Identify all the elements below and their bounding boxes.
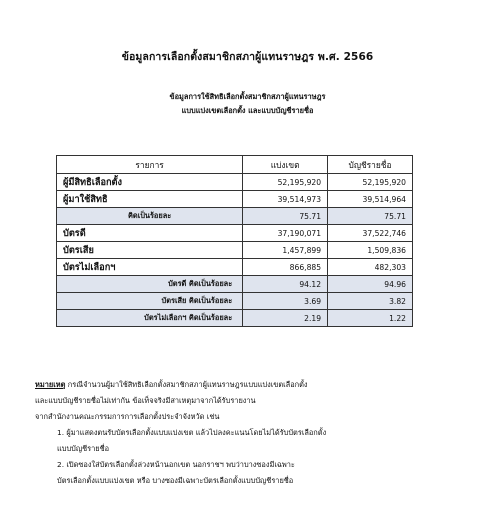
table-row [57,259,413,276]
row-district-value: 39,514,973 [243,191,328,208]
election-results-table [56,155,413,327]
row-district-value: 37,190,071 [243,225,328,242]
notes-line: และแบบบัญชีรายชื่อไม่เท่ากัน ข้อเท็จจริงมีสาเหตุมาจากได้รับรายงาน [35,396,256,405]
table-row [57,174,413,191]
row-district-value: 3.69 [243,293,328,310]
header-district: แบ่งเขต [243,156,328,174]
table-row [57,242,413,259]
table-header-row [57,156,413,174]
row-party-list-value: 482,303 [328,259,413,276]
row-district-value: 75.71 [243,208,328,225]
notes-label: หมายเหตุ [35,380,66,389]
row-label: บัตรเสีย คิดเป็นร้อยละ [57,293,243,310]
notes-first-line [35,377,475,393]
row-label: บัตรดี [57,225,243,242]
row-party-list-value: 1.22 [328,310,413,327]
row-label: บัตรไม่เลือกฯ [57,259,243,276]
notes-line: จากสำนักงานคณะกรรมการการเลือกตั้งประจำจังหวัด เช่น [35,412,220,421]
row-party-list-value: 37,522,746 [328,225,413,242]
table-row [57,310,413,327]
notes-item-1: 1. ผู้มาแสดงตนรับบัตรเลือกตั้งแบบแบ่งเขต แล้วไปลงคะแนนโดยไม่ได้รับบัตรเลือกตั้ง [57,428,327,437]
row-district-value: 866,885 [243,259,328,276]
row-label: คิดเป็นร้อยละ [57,208,243,225]
top-bar [0,0,495,14]
subtitle-line-1: ข้อมูลการใช้สิทธิเลือกตั้งสมาชิกสภาผู้แทนราษฎร [169,92,326,101]
header-item: รายการ [57,156,243,174]
table-row [57,191,413,208]
notes-item-2-cont: บัตรเลือกตั้งแบบแบ่งเขต หรือ บางซองมีเฉพาะบัตรเลือกตั้งแบบบัญชีรายชื่อ [57,476,294,485]
row-district-value: 94.12 [243,276,328,293]
page-title: ข้อมูลการเลือกตั้งสมาชิกสภาผู้แทนราษฎร พ.ศ. 2566 [121,51,374,63]
row-district-value: 1,457,899 [243,242,328,259]
row-party-list-value: 94.96 [328,276,413,293]
row-label: ผู้มาใช้สิทธิ [57,191,243,208]
header-party-list: บัญชีรายชื่อ [328,156,413,174]
row-district-value: 52,195,920 [243,174,328,191]
row-label: ผู้มีสิทธิเลือกตั้ง [57,174,243,191]
row-label: บัตรไม่เลือกฯ คิดเป็นร้อยละ [57,310,243,327]
row-label: บัตรเสีย [57,242,243,259]
subtitle-line-2: แบบแบ่งเขตเลือกตั้ง และแบบบัญชีรายชื่อ [181,106,314,115]
row-party-list-value: 39,514,964 [328,191,413,208]
row-district-value: 2.19 [243,310,328,327]
notes-first-text: กรณีจำนวนผู้มาใช้สิทธิเลือกตั้งสมาชิกสภาผู้แทนราษฎรแบบแบ่งเขตเลือกตั้ง [65,380,308,389]
notes-item-2: 2. เปิดซองใส่บัตรเลือกตั้งล่วงหน้านอกเขต นอกราชฯ พบว่าบางซองมีเฉพาะ [57,460,295,469]
table-row [57,208,413,225]
row-party-list-value: 52,195,920 [328,174,413,191]
table-row [57,293,413,310]
row-party-list-value: 1,509,836 [328,242,413,259]
table-row [57,276,413,293]
row-party-list-value: 75.71 [328,208,413,225]
notes-item-1-cont: แบบบัญชีรายชื่อ [57,444,110,453]
notes-section [35,377,475,489]
table-row [57,225,413,242]
row-label: บัตรดี คิดเป็นร้อยละ [57,276,243,293]
row-party-list-value: 3.82 [328,293,413,310]
